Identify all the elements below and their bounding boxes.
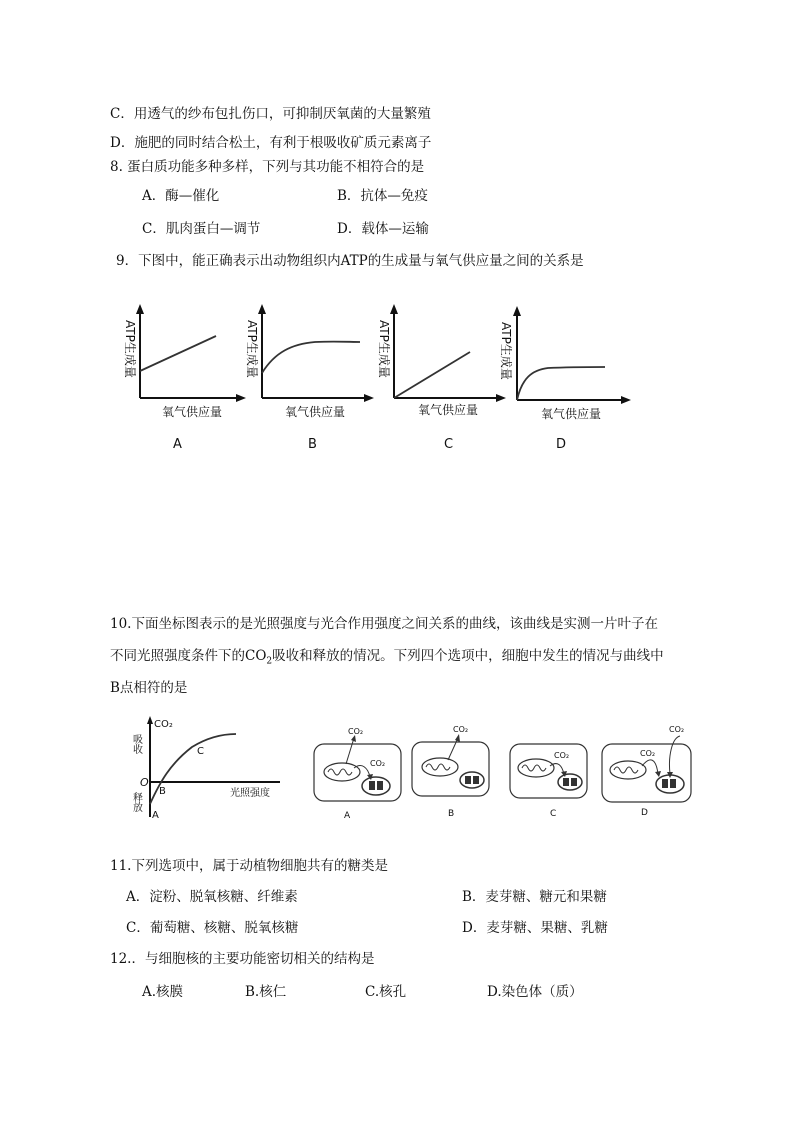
q10-cell-a-grana-1 (369, 781, 375, 790)
q10-cell-a-arrowhead-out (351, 735, 356, 742)
q9-d-y-arrow (513, 306, 521, 316)
q11-option-b: B．麦芽糖、糖元和果糖 (462, 889, 607, 905)
q10-co2-subscript: 2 (266, 656, 273, 667)
q10-cell-b-grana-2 (473, 776, 479, 784)
q9-panel-a (123, 304, 246, 419)
q10-y-release-label: 释放 (130, 792, 142, 812)
q10-origin-label: O (140, 776, 149, 789)
q10-cell-a-grana-2 (377, 781, 383, 790)
q10-cell-label-c: C (550, 809, 557, 819)
q10-cell-b-cristae (426, 764, 450, 770)
q10-cell-c-grana-2 (571, 778, 577, 786)
q9-panel-b (245, 304, 374, 419)
q12-option-a: A.核膜 (142, 984, 184, 1000)
q12-option-c: C.核孔 (365, 984, 407, 1000)
q10-stem-line2-pre: 不同光照强度条件下的CO (110, 648, 267, 664)
q10-cell-b-mitochondrion (422, 758, 458, 776)
q8-stem: 8. 蛋白质功能多种多样，下列与其功能不相符合的是 (110, 159, 425, 175)
q10-cell-b-co2: CO₂ (453, 725, 469, 734)
q10-cell-b-arrowhead-out (455, 734, 460, 742)
q9-d-y-label: ATP生成量 (499, 322, 513, 380)
q9-c-x-label: 氧气供应量 (418, 403, 479, 417)
q10-cell-label-a: A (344, 811, 351, 821)
q10-point-a: A (152, 810, 159, 821)
q11-option-a: A．淀粉、脱氧核糖、纤维素 (126, 889, 298, 905)
q9-a-y-label: ATP生成量 (123, 320, 137, 378)
q10-light-graph (130, 712, 290, 822)
q10-cell-c-co2: CO₂ (554, 751, 570, 760)
q10-cell-d-mitochondrion (610, 761, 646, 779)
q9-a-curve (140, 336, 216, 371)
q7-option-d: D．施肥的同时结合松土，有利于根吸收矿质元素离子 (110, 135, 432, 151)
q10-cell-d-grana-2 (670, 779, 676, 788)
q10-stem-line1: 10.下面坐标图表示的是光照强度与光合作用强度之间关系的曲线，该曲线是实测一片叶子在 (110, 616, 658, 632)
q10-cell-d-arrow-external (669, 736, 680, 774)
q12-stem: 12.．与细胞核的主要功能密切相关的结构是 (110, 951, 375, 967)
q10-cell-b-grana-1 (465, 776, 471, 784)
q10-point-c: C (197, 746, 204, 757)
q8-option-a: A．酶—催化 (142, 188, 220, 204)
q8-option-d: D．载体—运输 (337, 221, 429, 237)
q7-option-c: C．用透气的纱布包扎伤口，可抑制厌氧菌的大量繁殖 (110, 106, 431, 122)
q10-y-top-label: CO₂ (154, 719, 173, 730)
q10-cell-a-co2-in: CO₂ (370, 759, 386, 768)
q9-c-curve (394, 352, 470, 398)
q10-cell-a-arrow-out (346, 738, 354, 764)
q9-c-y-arrow (390, 304, 398, 314)
q10-cell-d-co2-internal: CO₂ (640, 749, 656, 758)
q10-cell-d-cristae (614, 767, 638, 773)
q9-panel-d (499, 306, 631, 421)
q10-cell-a-mitochondrion (324, 763, 360, 781)
q9-c-y-label: ATP生成量 (377, 320, 391, 378)
q10-y-absorb-label: 吸收 (130, 734, 142, 754)
q10-cell-d-co2-external: CO₂ (669, 725, 685, 734)
q10-cell-c-chloroplast (558, 774, 582, 790)
q10-stem-line3: B点相符的是 (110, 680, 188, 696)
q8-option-c: C．肌肉蛋白—调节 (142, 221, 261, 237)
q9-d-curve (517, 367, 605, 400)
q10-cell-d-grana-1 (662, 779, 668, 788)
q9-d-x-label: 氧气供应量 (541, 407, 602, 421)
q9-b-curve (262, 342, 360, 373)
q9-a-y-arrow (136, 304, 144, 314)
q10-cell-d-arrowhead-mito (655, 771, 661, 777)
q10-x-label: 光照强度 (230, 788, 270, 799)
q10-cell-b-arrow-out (448, 738, 458, 760)
q10-cell-a-cristae (328, 769, 352, 775)
q9-b-y-label: ATP生成量 (245, 320, 259, 378)
q10-cell-b-chloroplast (460, 772, 484, 788)
q9-b-x-label: 氧气供应量 (285, 405, 346, 419)
q11-stem: 11.下列选项中，属于动植物细胞共有的糖类是 (110, 858, 388, 874)
q9-panel-label-b: B (308, 437, 317, 452)
q9-stem: 9．下图中，能正确表示出动物组织内ATP的生成量与氧气供应量之间的关系是 (116, 253, 584, 269)
q10-cell-d (602, 725, 691, 802)
q10-y-arrow (147, 716, 153, 724)
q9-panel-c (377, 304, 506, 417)
q10-cell-a-chloroplast (362, 777, 390, 795)
q10-cell-c-mitochondrion (518, 759, 554, 777)
q10-cell-c (510, 744, 587, 798)
q10-cell-label-b: B (448, 809, 455, 819)
q10-cell-a-co2-out: CO₂ (348, 727, 364, 736)
q9-panel-label-d: D (556, 437, 567, 452)
q9-b-y-arrow (258, 304, 266, 314)
q10-stem-line2-post: 吸收和释放的情况。下列四个选项中，细胞中发生的情况与曲线中 (272, 648, 664, 664)
q9-a-x-arrow (236, 394, 246, 402)
q10-cell-a-wall (314, 744, 401, 801)
q11-option-d: D．麦芽糖、果糖、乳糖 (462, 920, 608, 936)
q10-stem-line2 (110, 647, 664, 671)
q10-point-b: B (159, 786, 166, 797)
q10-cell-a (314, 727, 401, 801)
q10-cell-c-cristae (522, 765, 546, 771)
q9-panel-label-c: C (444, 437, 454, 452)
q12-option-b: B.核仁 (245, 984, 287, 1000)
q10-cell-diagrams (310, 722, 700, 822)
q10-cell-b (412, 725, 489, 796)
q9-a-x-label: 氧气供应量 (162, 405, 223, 419)
q9-graph-figure (0, 300, 794, 460)
q11-option-c: C．葡萄糖、核糖、脱氧核糖 (126, 920, 299, 936)
q9-b-x-arrow (364, 394, 374, 402)
q8-option-b: B．抗体—免疫 (337, 188, 428, 204)
q9-d-x-arrow (621, 396, 631, 404)
q12-option-d: D.染色体（质） (487, 984, 583, 1000)
q9-panel-label-a: A (173, 437, 182, 452)
q9-c-x-arrow (496, 394, 506, 402)
q10-cell-c-grana-1 (563, 778, 569, 786)
q10-cell-label-d: D (641, 808, 648, 818)
